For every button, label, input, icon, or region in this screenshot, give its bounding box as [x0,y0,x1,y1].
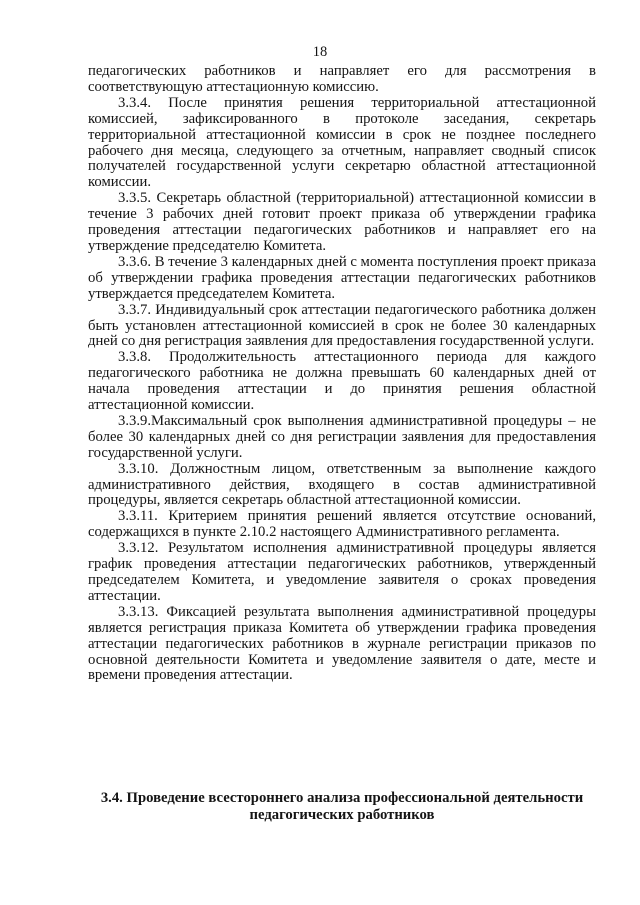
paragraph-3-3-8: 3.3.8. Продолжительность аттестационного периода для каждого педагогического работника не должна превышать 60 календарных дней от начала проведения аттестации и до принятия решения областной аттестационной комиссии. [88,349,596,414]
paragraph-3-3-7: 3.3.7. Индивидуальный срок аттестации педагогического работника должен быть установлен аттестационной комиссией в срок не более 30 календарных дней со дня регистрация заявления для предоставления государственной услуги. [88,301,596,350]
paragraph-3-3-12: 3.3.12. Результатом исполнения административной процедуры является график проведения аттестации педагогических работников, утвержденный председателем Комитета, и уведомление заявителя о сроках проведения аттестации. [88,540,596,604]
paragraph-3-3-11: 3.3.11. Критерием принятия решений является отсутствие оснований, содержащихся в пункте 2.10.2 настоящего Административного регламента. [88,508,596,541]
paragraph-3-3-5: 3.3.5. Секретарь областной (территориальной) аттестационной комиссии в течение 3 рабочих дней готовит проект приказа об утверждении графика проведения аттестации педагогических работников и направляет его на утверждение председателю Комитета. [88,190,596,254]
paragraph-3-3-9: 3.3.9.Максимальный срок выполнения административной процедуры – не более 30 календарных дней со дня регистрации заявления для предоставления государственной услуги. [88,412,596,461]
paragraph-continuation: педагогических работников и направляет его для рассмотрения в соответствующую аттестационную комиссию. [88,63,596,95]
section-heading-line-1: 3.4. Проведение всестороннего анализа профессиональной деятельности [100,790,584,806]
paragraph-3-3-13: 3.3.13. Фиксацией результата выполнения административной процедуры является регистрация приказа Комитета об утверждении графика проведения аттестации педагогических работников в журнале регистрации приказов по основной деятельности Комитета и уведомление заявителя о дате, месте и времени проведения аттестации. [88,603,596,684]
section-heading [82,790,602,824]
paragraph-3-3-6: 3.3.6. В течение 3 календарных дней с момента поступления проект приказа об утверждении графика проведения аттестации педагогических работников утверждается председателем Комитета. [88,253,596,302]
paragraph-3-3-10: 3.3.10. Должностным лицом, ответственным за выполнение каждого административного действия, входящего в состав административной процедуры, является секретарь областной аттестационной комиссии. [88,460,596,509]
body-text [88,64,596,684]
paragraph-3-3-4: 3.3.4. После принятия решения территориальной аттестационной комиссией, зафиксированного в протоколе заседания, секретарь территориальной аттестационной комиссии в срок не позднее последнего рабочего дня месяца, следующего за отчетным, направляет сводный список получателей государственной услуги секретарю областной аттестационной комиссии. [88,94,596,191]
section-heading-line-2: педагогических работников [249,807,435,823]
page-number: 18 [312,44,328,60]
